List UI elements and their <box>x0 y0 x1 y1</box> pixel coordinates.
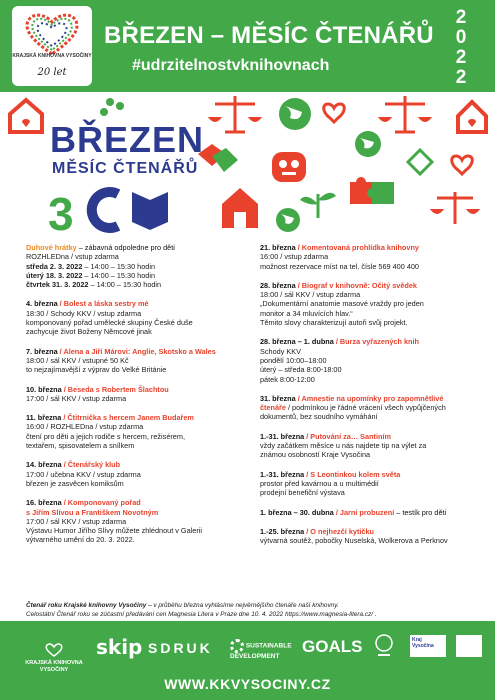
event-title-part: 1. března – 30. dubna <box>260 507 334 517</box>
event-detail-line: prodejní benefiční výstava <box>260 488 345 498</box>
event-title-part: 21. března <box>260 243 296 252</box>
event-detail-line: textařem, spisovatelem a snílkem <box>26 441 135 451</box>
event-title-part: / Alena a Jiří Márovi: Anglie, Skotsko a Wales <box>57 346 216 356</box>
event-title-part: 11. března <box>26 413 62 423</box>
program-event <box>26 460 248 488</box>
program-event <box>260 432 482 460</box>
event-detail-line: vždy začátkem měsíce u nás najdete tip na výlet za <box>260 441 427 451</box>
event-detail-line: pondělí 10:00–18:00 <box>260 355 327 365</box>
event-detail-line: pátek 8:00-12:00 <box>260 374 315 384</box>
event-detail-line: 18:00 / sál KKV / vstup zdarma <box>260 290 361 300</box>
event-detail-line: úterý – středa 8:00-18:00 <box>260 365 342 375</box>
poster-subtitle: MĚSÍC ČTENÁŘŮ <box>52 160 199 177</box>
program-event <box>260 243 482 271</box>
poster-title: BŘEZEN <box>50 119 205 160</box>
partner-emblem-icon <box>372 633 396 661</box>
program-event <box>260 394 482 422</box>
program-event <box>26 385 248 404</box>
partner-logo-box <box>456 635 482 657</box>
event-heading <box>26 347 248 356</box>
sprout-icon <box>300 193 336 218</box>
event-date-line: úterý 18. 3. 2022 – 14:00 – 15:30 hodin <box>26 270 156 280</box>
event-title-part: 1.-25. března <box>260 526 305 536</box>
event-detail-line: známou osobností Kraje Vysočina <box>260 450 371 460</box>
partner-kkv: KRAJSKÁ KNIHOVNA VYSOČINY <box>22 643 86 674</box>
event-heading <box>26 299 248 308</box>
robot-icon <box>272 152 306 182</box>
hashtag: #udrzitelnostvknihovnach <box>132 57 330 74</box>
page-title: BŘEZEN – MĚSÍC ČTENÁŘŮ <box>104 22 434 49</box>
event-title-part: 16. března <box>26 498 62 508</box>
event-detail-line: monitor a 34 mluvících hlav.“ <box>260 308 353 318</box>
event-heading <box>26 413 248 422</box>
program-event <box>260 337 482 383</box>
event-heading <box>26 498 248 507</box>
kkv-logo-icon <box>44 643 64 657</box>
logo-years: 20 let <box>37 67 67 78</box>
partner-kraj-vysocina: Kraj Vysočina <box>410 635 446 657</box>
event-detail-line: 17:00 / sál KKV / vstup zdarma <box>26 516 127 526</box>
three-c-book-icon <box>48 188 168 238</box>
event-title-part: / Čtitrnička s hercem Janem Budařem <box>61 413 194 423</box>
event-title-part: – testík pro děti <box>394 507 447 517</box>
event-detail-line: dokumentů, bez soudního vymáhání <box>260 412 378 422</box>
program-event <box>260 527 482 546</box>
program-event <box>26 347 248 375</box>
event-detail-line: březen je zasvěcen komiksům <box>26 478 124 488</box>
event-heading <box>260 432 482 441</box>
event-title-part: / O nejhezčí kytičku <box>304 526 374 536</box>
year-digit: 2 <box>455 47 467 68</box>
event-date-line: čtvrtek 31. 3. 2022 – 14:00 – 15:30 hodin <box>26 280 162 290</box>
logo-text: KRAJSKÁ KNIHOVNA VYSOČINY <box>12 53 92 59</box>
event-title-part: / Komentovaná prohlídka knihovny <box>295 243 419 252</box>
event-title-part: Duhové hrátky <box>26 243 77 252</box>
scale-icon <box>210 96 260 132</box>
event-title-part: 14. března <box>26 460 62 470</box>
library-logo <box>12 6 92 86</box>
event-detail-line: 16:00 / ROZHLEDna / vstup zdarma <box>26 422 144 432</box>
program-event <box>26 243 248 289</box>
partner-sdruk: SDRUK <box>148 640 213 656</box>
event-title-part: / Biograf v knihovně: Očitý svědek <box>295 280 417 290</box>
event-title-part: 31. března <box>260 393 296 403</box>
event-heading <box>260 337 482 346</box>
event-title-part: / Komponovaný pořad <box>61 498 141 508</box>
event-heading <box>260 508 482 517</box>
footnote-line2: Celostátní Čtenář roku se zúčastní předávání cen Magnesia Litera v Praze dne 10. 4. 2022 https://www.magnesia-litera.cz/ . <box>26 611 377 618</box>
event-title-part: čtenáře <box>260 403 286 413</box>
scale-icon-3 <box>432 192 478 224</box>
program-event <box>26 299 248 336</box>
event-title-part: 1.-31. března <box>260 469 305 479</box>
event-detail-line: 18:00 / sál KKV / vstupné 50 Kč <box>26 355 129 365</box>
partner-goals: GOALS <box>302 637 363 656</box>
program-event <box>26 413 248 450</box>
event-title-part: / Putování za… Santiním <box>304 431 391 441</box>
program-event <box>260 470 482 498</box>
sdg-wheel-icon <box>230 639 244 653</box>
svg-text:3: 3 <box>48 188 74 238</box>
event-heading-cont <box>260 403 482 412</box>
event-title-part: / Bolest a láska sestry mé <box>57 299 149 309</box>
footnote-line1: – v průběhu března vyhlásíme nejvěrnějšího čtenáře naší knihovny. <box>146 602 339 609</box>
event-heading <box>260 527 482 536</box>
event-heading <box>26 243 248 252</box>
event-detail-line: výtvarná soutěž, pobočky Nuselská, Wolkerova a Perknov <box>260 536 448 546</box>
house-icon-2 <box>458 102 486 132</box>
event-detail-line: možnost rezervace míst na tel. čísle 569 400 400 <box>260 261 419 271</box>
footnote-heading: Čtenář roku Krajské knihovny Vysočiny <box>26 602 147 609</box>
year-digit: 2 <box>455 7 467 28</box>
event-title-part: / Beseda s Robertem Šlachtou <box>61 384 169 394</box>
partner-sdg: SUSTAINABLE DEVELOPMENT <box>230 639 300 660</box>
heart-icon-2 <box>452 156 473 174</box>
event-date-line: středa 2. 3. 2022 – 14:00 – 15:30 hodin <box>26 261 156 271</box>
event-heading-cont: s Jiřím Slívou a Františkem Novotným <box>26 507 159 517</box>
event-heading <box>260 281 482 290</box>
program-event <box>26 498 248 544</box>
heart-logo-icon <box>22 10 82 58</box>
reader-of-year-note <box>26 601 476 619</box>
dots-icon <box>100 98 124 116</box>
rhombus-icon <box>408 150 432 174</box>
event-detail-line: 18:30 / Schody KKV / vstup zdarma <box>26 308 142 318</box>
header-banner <box>0 0 495 92</box>
event-detail-line: 17:00 / sál KKV / vstup zdarma <box>26 393 127 403</box>
event-detail-line: Schody KKV <box>260 346 301 356</box>
year-vertical <box>446 8 476 88</box>
globe-icon-2 <box>355 131 381 157</box>
program-left-column <box>26 243 248 555</box>
event-title-part: 10. března <box>26 384 62 394</box>
partner-skip: skip <box>96 635 143 659</box>
event-heading <box>26 460 248 469</box>
event-title-part: / S Leontinkou kolem světa <box>304 469 401 479</box>
event-title-part: / Čtenářský klub <box>61 460 121 470</box>
event-detail-line: Výstavu Humor Jiřího Slívy můžete zhlédnout v Galerii <box>26 526 203 536</box>
event-heading <box>260 243 482 252</box>
event-detail-line: „Dokumentární anatomie masové vraždy pro jeden <box>260 299 424 309</box>
scale-icon-2 <box>380 96 430 132</box>
event-title-part: / podmínkou je řádné vrácení všech vypůjčených <box>285 403 446 413</box>
event-detail-line: Těmito slovy charakterizují autoři svůj projekt. <box>260 318 408 328</box>
house-icon <box>10 100 42 132</box>
year-digit: 0 <box>455 27 467 48</box>
heart-icon <box>324 104 345 122</box>
event-detail-line: to nejzajímavější z výprav do Velké Británie <box>26 365 167 375</box>
event-title-part: 28. března – 1. dubna <box>260 337 334 347</box>
event-title-part: – zábavná odpoledne pro děti <box>76 243 175 252</box>
event-title-part: 28. března <box>260 280 296 290</box>
event-detail-line: zachycuje život Boženy Němcové jinak <box>26 327 152 337</box>
event-heading <box>26 385 248 394</box>
event-title-part: 1.-31. března <box>260 431 305 441</box>
event-detail-line: prostor před kavárnou a u multimédií <box>260 478 379 488</box>
house-icon-3 <box>222 188 258 228</box>
website-link[interactable]: WWW.KKVYSOCINY.CZ <box>164 676 331 692</box>
event-title-part: / Amnestie na upomínky pro zapomnětlivé <box>295 393 444 403</box>
event-title-part: 4. března <box>26 299 58 309</box>
globe-icon-3 <box>276 208 300 232</box>
event-title-part: 7. března <box>26 346 58 356</box>
event-title-part: / Burza vyřazených knih <box>333 337 419 347</box>
program-right-column <box>260 243 482 555</box>
year-digit: 2 <box>455 67 467 88</box>
puzzle-icon <box>350 177 394 204</box>
event-detail-line: výtvarného umění do 20. 3. 2022. <box>26 535 135 545</box>
event-title-part: / Jarní probuzení <box>333 507 395 517</box>
event-detail-line: 17:00 / učebna KKV / vstup zdarma <box>26 469 141 479</box>
globe-icon <box>279 98 311 130</box>
event-detail-line: komponovaný pořad umělecké skupiny České duše <box>26 318 193 328</box>
program-event <box>260 508 482 517</box>
event-detail-line: čtení pro děti a jejich rodiče s hercem, režisérem, <box>26 431 185 441</box>
event-heading <box>260 470 482 479</box>
event-heading <box>260 394 482 403</box>
event-detail-line: ROZHLEDna / vstup zdarma <box>26 252 119 262</box>
event-detail-line: 16:00 / vstup zdarma <box>260 252 329 262</box>
program-event <box>260 281 482 327</box>
